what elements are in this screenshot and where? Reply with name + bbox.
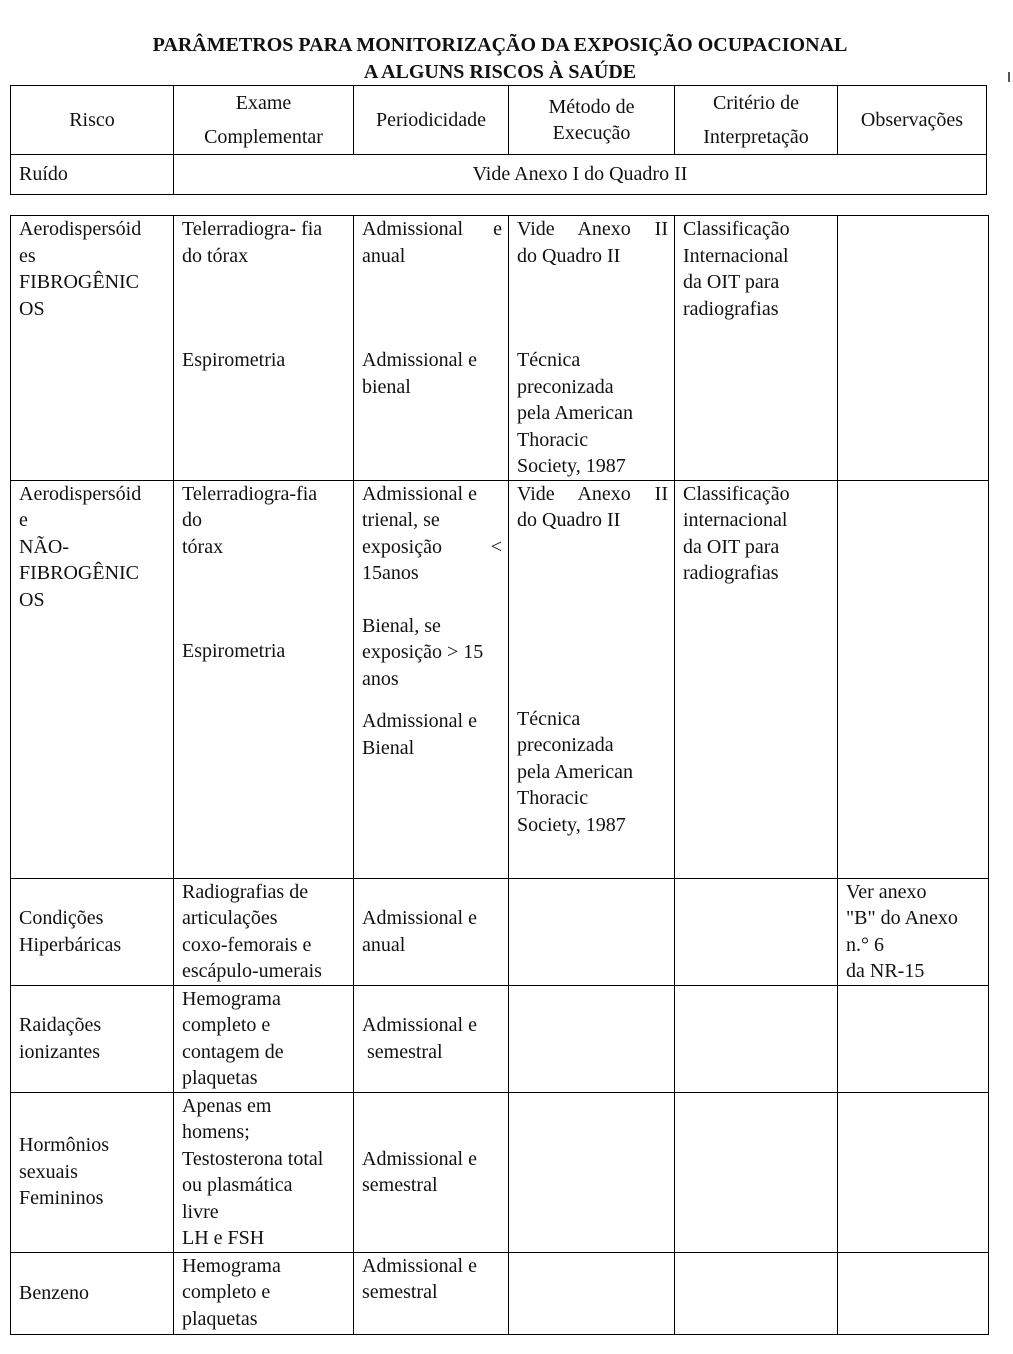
fibro-exame: Telerradiogra- fia do tórax Espirometria: [174, 216, 354, 481]
fibro-obs: [838, 216, 989, 481]
radiacoes-risco: Raidações ionizantes: [11, 985, 174, 1092]
fibro-periodicidade: Admissional e anual Admissional e bienal: [354, 216, 509, 481]
title-line-2: A ALGUNS RISCOS À SAÚDE: [363, 61, 637, 83]
header-risco: Risco: [11, 86, 174, 155]
hiper-obs: Ver anexo "B" do Anexo n.° 6 da NR-15: [838, 878, 989, 985]
row-radiacoes: [11, 985, 989, 1092]
radiacoes-periodicidade: Admissional e semestral: [354, 985, 509, 1092]
hormonios-periodicidade: Admissional e semestral: [354, 1092, 509, 1252]
header-metodo: Método de Execução: [509, 86, 675, 155]
radiacoes-metodo: [509, 985, 675, 1092]
benzeno-criterio: [675, 1252, 838, 1334]
benzeno-metodo: [509, 1252, 675, 1334]
header-row: [11, 86, 987, 155]
title-line-1: PARÂMETROS PARA MONITORIZAÇÃO DA EXPOSIÇÃO OCUPACIONAL: [152, 34, 848, 56]
radiacoes-exame: Hemograma completo e contagem de plaquetas: [174, 985, 354, 1092]
row-hormonios: [11, 1092, 989, 1252]
hiper-exame: Radiografias de articulações coxo-femorais e escápulo-umerais: [174, 878, 354, 985]
header-criterio: Critério de Interpretação: [675, 86, 838, 155]
hormonios-obs: [838, 1092, 989, 1252]
document-title: [0, 32, 1000, 86]
naofibro-risco: Aerodispersóid e NÃO- FIBROGÊNIC OS: [11, 480, 174, 878]
naofibro-periodicidade: Admissional e trienal, se exposição < 15anos Bienal, se exposição > 15 anos Admissional e Bienal: [354, 480, 509, 878]
fibro-risco: Aerodispersóid es FIBROGÊNIC OS: [11, 216, 174, 481]
fibro-criterio: Classificação Internacional da OIT para radiografias: [675, 216, 838, 481]
hiper-periodicidade: Admissional e anual: [354, 878, 509, 985]
hormonios-risco: Hormônios sexuais Femininos: [11, 1092, 174, 1252]
header-exame: Exame Complementar: [174, 86, 354, 155]
main-table: [10, 215, 989, 1335]
naofibro-metodo: Vide Anexo II do Quadro II Técnica preconizada pela American Thoracic Society, 1987: [509, 480, 675, 878]
header-observacoes: Observações: [838, 86, 987, 155]
ruido-text: Vide Anexo I do Quadro II: [174, 155, 987, 195]
row-hiperbaricas: [11, 878, 989, 985]
benzeno-obs: [838, 1252, 989, 1334]
benzeno-risco: Benzeno: [11, 1252, 174, 1334]
naofibro-obs: [838, 480, 989, 878]
row-ruido: [11, 155, 987, 195]
benzeno-periodicidade: Admissional e semestral: [354, 1252, 509, 1334]
margin-mark: [1008, 72, 1010, 82]
benzeno-exame: Hemograma completo e plaquetas: [174, 1252, 354, 1334]
row-nao-fibrogenicos: [11, 480, 989, 878]
hiper-risco: Condições Hiperbáricas: [11, 878, 174, 985]
ruido-risco: Ruído: [11, 155, 174, 195]
hiper-metodo: [509, 878, 675, 985]
hiper-criterio: [675, 878, 838, 985]
row-benzeno: [11, 1252, 989, 1334]
naofibro-criterio: Classificação internacional da OIT para radiografias: [675, 480, 838, 878]
row-fibrogenicos: [11, 216, 989, 481]
header-periodicidade: Periodicidade: [354, 86, 509, 155]
hormonios-criterio: [675, 1092, 838, 1252]
naofibro-exame: Telerradiogra-fia do tórax Espirometria: [174, 480, 354, 878]
hormonios-metodo: [509, 1092, 675, 1252]
radiacoes-obs: [838, 985, 989, 1092]
header-table: [10, 85, 987, 195]
fibro-metodo: Vide Anexo II do Quadro II Técnica preconizada pela American Thoracic Society, 1987: [509, 216, 675, 481]
radiacoes-criterio: [675, 985, 838, 1092]
hormonios-exame: Apenas em homens; Testosterona total ou plasmática livre LH e FSH: [174, 1092, 354, 1252]
